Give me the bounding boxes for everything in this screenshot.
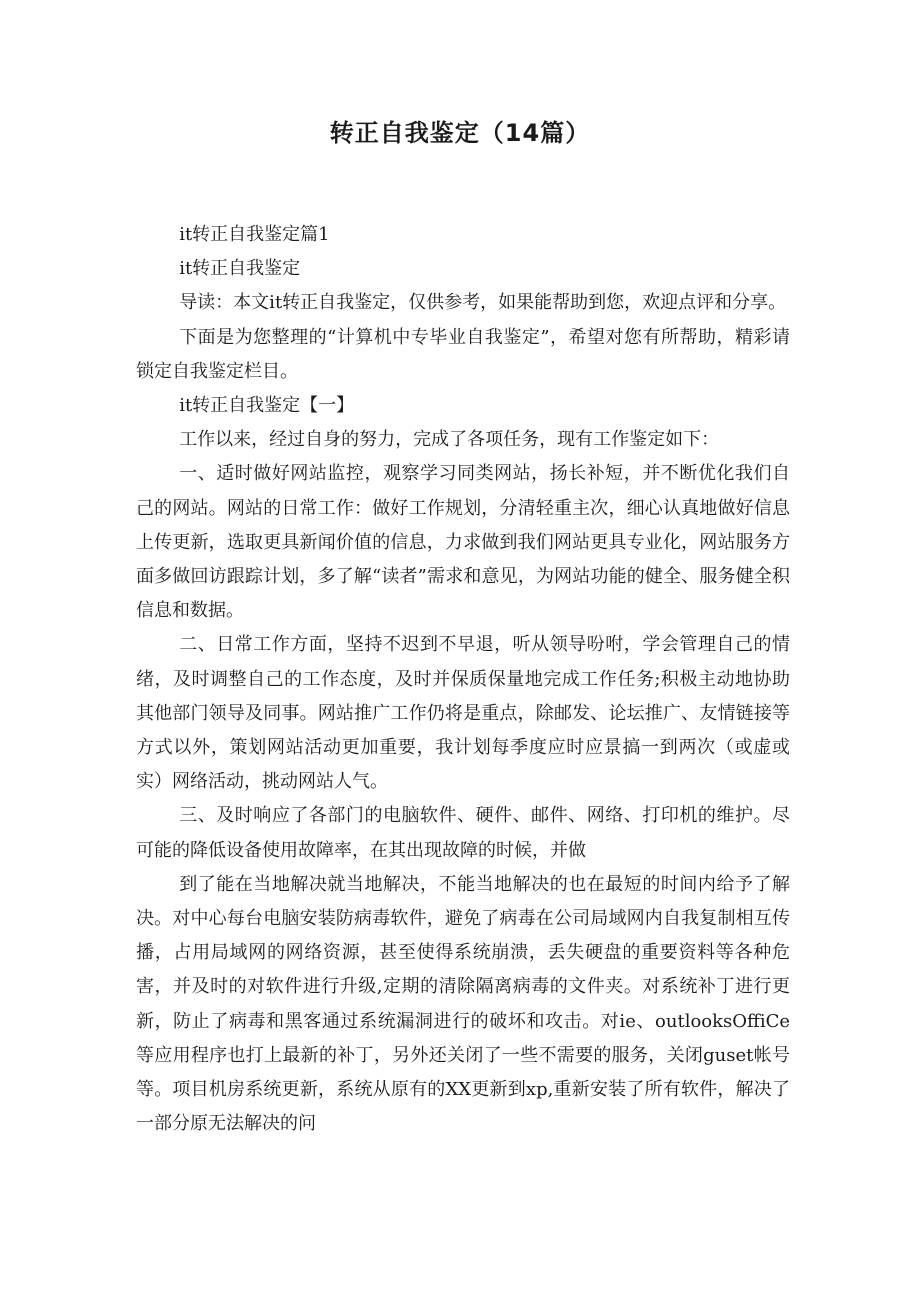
document-body [136,218,790,1141]
document-title: 转正自我鉴定（14篇） [329,119,591,147]
paragraph: 三、及时响应了各部门的电脑软件、硬件、邮件、网络、打印机的维护。尽可能的降低设备使用故障率，在其出现故障的时候，并做 [136,805,790,861]
paragraph: it转正自我鉴定【一】 [179,395,355,417]
paragraph: 工作以来，经过自身的努力，完成了各项任务，现有工作鉴定如下： [179,429,720,451]
paragraph: 到了能在当地解决就当地解决，不能当地解决的也在最短的时间内给予了解决。对中心每台电脑安装防病毒软件，避免了病毒在公司局域网内自我复制相互传播，占用局域网的网络资源，甚至使得系统崩溃，丢失硬盘的重要资料等各种危害，并及时的对软件进行升级,定期的清除隔离病毒的文件夹。对系统补丁进行更新，防止了病毒和黑客通过系统漏洞进行的破坏和攻击。对ie、outlooksOffiCe等应用程序也打上最新的补丁，另外还关闭了一些不需要的服务，关闭guset帐号等。项目机房系统更新，系统从原有的XX更新到xp,重新安装了所有软件，解决了一部分原无法解决的问 [136,873,790,1135]
paragraph: 下面是为您整理的“计算机中专毕业自我鉴定”，希望对您有所帮助，精彩请锁定自我鉴定栏目。 [136,326,790,382]
paragraph: it转正自我鉴定篇1 [179,224,330,245]
paragraph: 导读：本文it转正自我鉴定，仅供参考，如果能帮助到您，欢迎点评和分享。 [179,292,787,314]
paragraph: 二、日常工作方面，坚持不迟到不早退，听从领导吩咐，学会管理自己的情绪，及时调整自己的工作态度，及时并保质保量地完成工作任务;积极主动地协助其他部门领导及同事。网站推广工作仍将是重点，除邮发、论坛推广、友情链接等方式以外，策划网站活动更加重要，我计划每季度应时应景搞一到两次（或虚或实）网络活动，挑动网站人气。 [136,634,790,793]
paragraph: 一、适时做好网站监控，观察学习同类网站，扬长补短，并不断优化我们自己的网站。网站的日常工作：做好工作规划，分清轻重主次，细心认真地做好信息上传更新，选取更具新闻价值的信息，力求做到我们网站更具专业化，网站服务方面多做回访跟踪计划，多了解“读者”需求和意见，为网站功能的健全、服务健全积信息和数据。 [136,463,790,622]
paragraph: it转正自我鉴定 [179,258,301,280]
